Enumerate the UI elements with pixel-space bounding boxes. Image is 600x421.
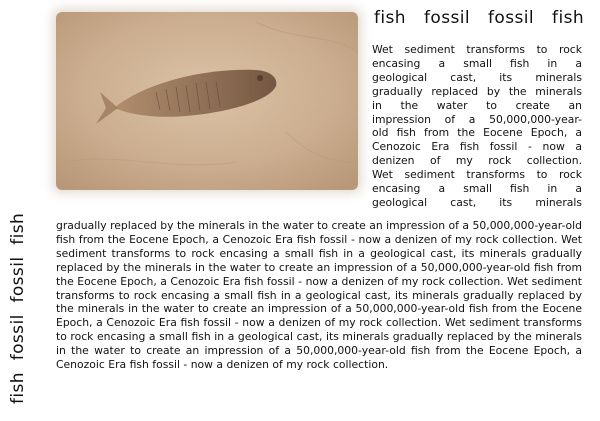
body-text-column xyxy=(372,43,582,210)
text-line: Wet sediment transforms to rock xyxy=(372,168,582,182)
fish-fossil-icon xyxy=(56,12,358,190)
text-line: Wet sediment transforms to rock xyxy=(372,43,582,56)
body-text-continued: gradually replaced by the minerals in the water to create an impression of a 50,000,000-year-old fish from the Eocene Epoch, a Cenozoic Era fish fossil - now a denizen of my rock collection. Wet sediment transforms to rock encasing a small fish in a geological cast, its minerals gradually replaced by the minerals in the water to create an impression of a 50,000,000-year-old fish from the Eocene Epoch, a Cenozoic Era fish fossil - now a denizen of my rock collection. Wet sediment transforms to rock encasing a small fish in a geological cast, its minerals gradually replaced by the minerals in the water to create an impression of a 50,000,000-year-old fish from the Eocene Epoch, a Cenozoic Era fish fossil - now a denizen of my rock collection. Wet sediment transforms to rock encasing a small fish in a geological cast, its minerals gradually replaced by the minerals in the water to create an impression of a 50,000,000-year-old fish from the Eocene Epoch, a Cenozoic Era fish fossil - now a denizen of my rock collection. xyxy=(56,219,582,372)
text-line: geological cast, its minerals xyxy=(372,70,582,84)
fish-fossil-photo xyxy=(56,12,358,190)
text-line: impression of a 50,000,000-year- xyxy=(372,112,582,126)
text-line: gradually replaced by the minerals xyxy=(372,84,582,98)
text-line: Cenozoic Era fish fossil - now a xyxy=(372,140,582,154)
side-title: fish fossil fossil fish xyxy=(8,212,28,404)
text-line: in the water to create an xyxy=(372,98,582,112)
text-line: old fish from the Eocene Epoch, a xyxy=(372,126,582,140)
text-line: geological cast, its minerals xyxy=(372,195,582,209)
page-title: fish fossil fossil fish xyxy=(374,8,584,28)
text-line: encasing a small fish in a xyxy=(372,182,582,196)
text-line: encasing a small fish in a xyxy=(372,56,582,70)
text-line: denizen of my rock collection. xyxy=(372,154,582,168)
